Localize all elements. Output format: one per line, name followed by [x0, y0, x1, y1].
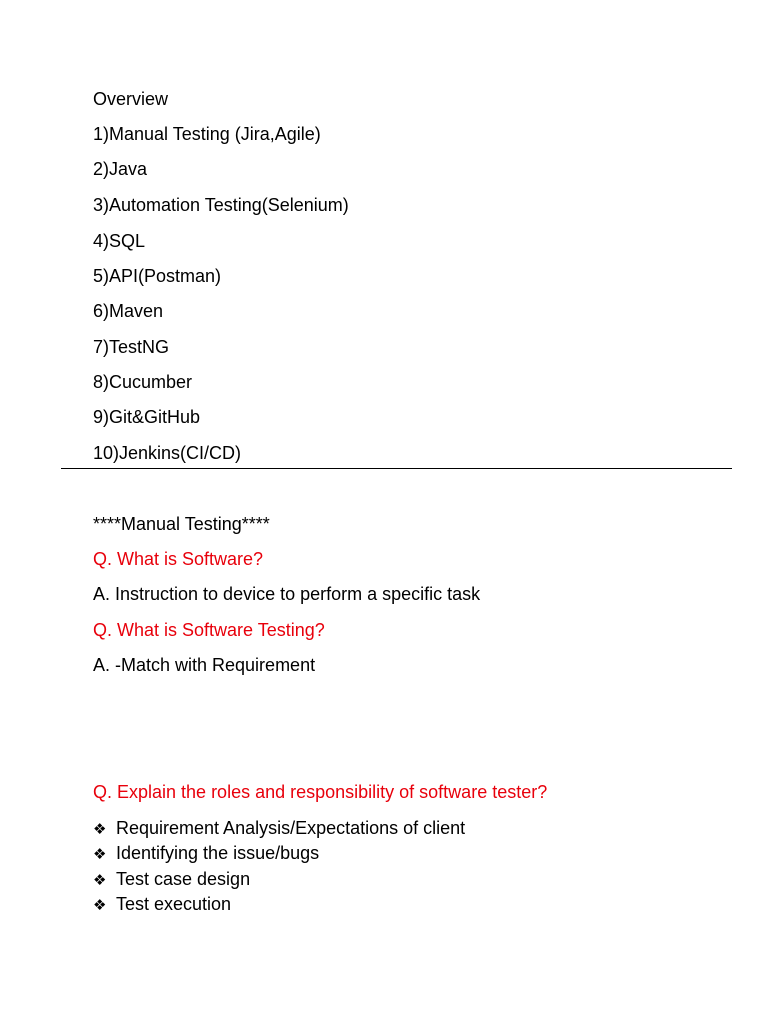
- question-software-testing: Q. What is Software Testing?: [93, 620, 325, 640]
- bullet-item: [93, 893, 231, 917]
- overview-item: 7)TestNG: [93, 337, 170, 357]
- bullet-text: Identifying the issue/bugs: [116, 843, 320, 863]
- question-tester-roles: Q. Explain the roles and responsibility of software tester?: [93, 782, 548, 802]
- overview-item: 3)Automation Testing(Selenium): [93, 195, 349, 215]
- diamond-bullet-icon: ❖: [93, 872, 107, 889]
- diamond-bullet-icon: ❖: [93, 897, 107, 914]
- diamond-bullet-icon: ❖: [93, 846, 107, 863]
- bullet-text: Test case design: [116, 869, 251, 889]
- horizontal-divider: [61, 468, 732, 469]
- diamond-bullet-icon: ❖: [93, 821, 107, 838]
- overview-item: 8)Cucumber: [93, 372, 193, 392]
- overview-item: 4)SQL: [93, 231, 146, 251]
- bullet-text: Requirement Analysis/Expectations of client: [116, 818, 466, 838]
- bullet-item: [93, 842, 319, 866]
- question-software: Q. What is Software?: [93, 549, 264, 569]
- bullet-text: Test execution: [116, 894, 232, 914]
- overview-item: 9)Git&GitHub: [93, 407, 201, 427]
- overview-item: 1)Manual Testing (Jira,Agile): [93, 124, 321, 144]
- bullet-item: [93, 817, 465, 841]
- overview-item: 6)Maven: [93, 301, 164, 321]
- overview-heading: Overview: [93, 89, 169, 109]
- answer-software: A. Instruction to device to perform a specific task: [93, 584, 481, 604]
- overview-item: 2)Java: [93, 159, 148, 179]
- bullet-item: [93, 868, 250, 892]
- section-title: ****Manual Testing****: [93, 514, 270, 534]
- overview-item: 10)Jenkins(CI/CD): [93, 443, 242, 463]
- answer-software-testing: A. -Match with Requirement: [93, 655, 316, 675]
- overview-item: 5)API(Postman): [93, 266, 222, 286]
